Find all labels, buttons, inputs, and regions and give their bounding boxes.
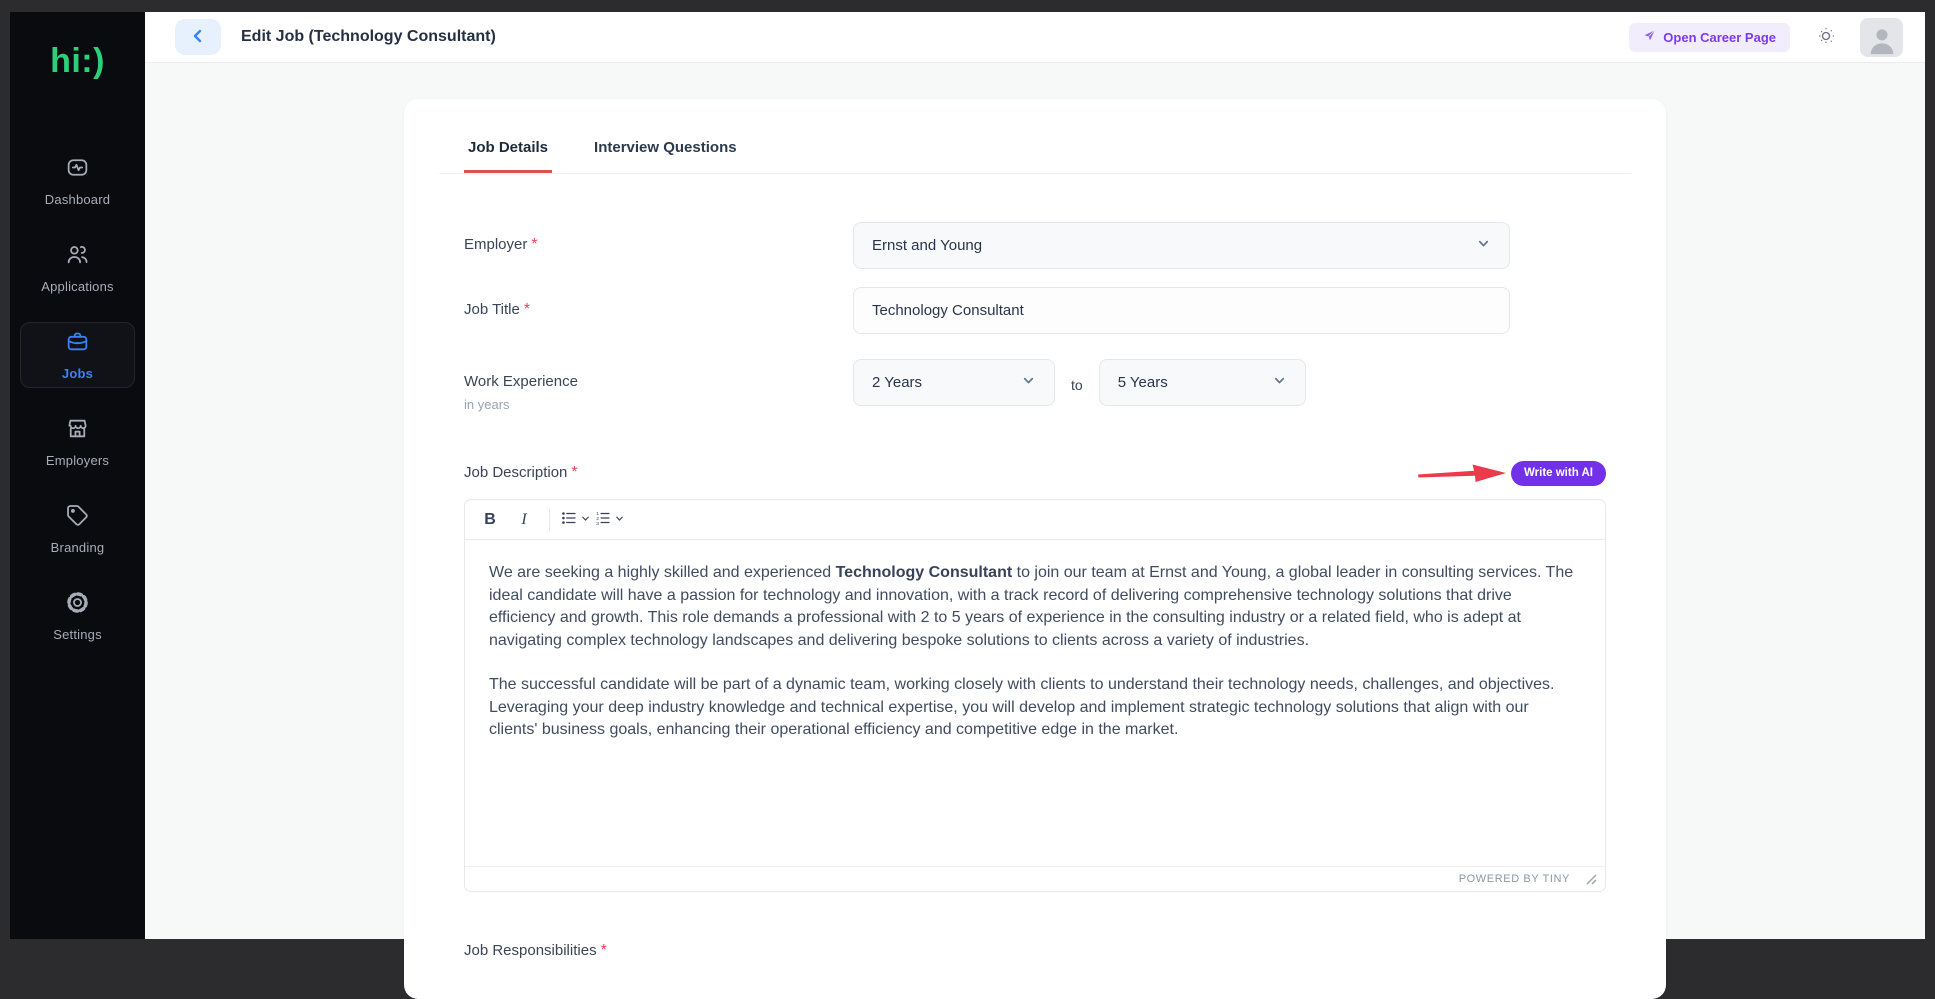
required-asterisk: *	[523, 301, 531, 318]
tag-icon	[65, 503, 90, 533]
chevron-down-icon	[1021, 373, 1036, 392]
experience-from-value: 2 Years	[872, 374, 923, 391]
bold-button[interactable]: B	[473, 505, 507, 535]
chevron-down-icon	[614, 512, 625, 527]
numbered-list-button[interactable]	[592, 505, 626, 535]
chevron-left-icon	[190, 28, 206, 47]
back-button[interactable]	[175, 19, 221, 55]
editor-content[interactable]	[465, 540, 1605, 866]
bullet-list-icon	[560, 509, 578, 530]
editor-toolbar	[465, 500, 1605, 540]
work-experience-label: Work Experience	[464, 373, 578, 390]
sidebar-item-label: Applications	[41, 279, 114, 294]
chevron-down-icon	[1476, 236, 1491, 255]
job-form-card	[404, 99, 1666, 999]
theme-toggle-button[interactable]	[1816, 26, 1836, 49]
users-icon	[65, 242, 90, 272]
sidebar-item-applications[interactable]	[20, 235, 135, 301]
annotation-arrow-icon	[1417, 460, 1507, 486]
sidebar-item-settings[interactable]	[20, 583, 135, 649]
job-description-label: Job Description	[464, 464, 568, 481]
sidebar-item-employers[interactable]	[20, 409, 135, 475]
job-title-input[interactable]	[853, 287, 1510, 334]
briefcase-icon	[65, 329, 90, 359]
chevron-down-icon	[1272, 373, 1287, 392]
gear-icon	[65, 590, 90, 620]
tab-interview-questions[interactable]: Interview Questions	[594, 139, 737, 156]
work-experience-row	[464, 359, 1606, 412]
svg-text:3: 3	[595, 521, 599, 527]
app-frame	[10, 12, 1925, 959]
main-area	[145, 63, 1925, 959]
svg-text:1: 1	[595, 512, 599, 517]
top-bar-actions	[1629, 18, 1903, 57]
employer-row	[464, 222, 1606, 269]
editor-status-bar	[465, 866, 1605, 891]
work-experience-sublabel: in years	[464, 397, 510, 412]
sidebar-item-branding[interactable]	[20, 496, 135, 562]
open-career-page-label: Open Career Page	[1663, 29, 1776, 45]
content-column	[145, 12, 1925, 959]
job-details-form	[464, 174, 1606, 960]
sun-icon	[1816, 26, 1836, 49]
tab-bar	[439, 99, 1631, 174]
sidebar-item-label: Branding	[50, 540, 105, 555]
required-asterisk: *	[531, 236, 538, 253]
sidebar-item-label: Settings	[53, 627, 102, 642]
italic-button[interactable]: I	[507, 505, 541, 535]
chevron-down-icon	[580, 512, 591, 527]
sidebar-nav	[10, 148, 145, 649]
page-title: Edit Job (Technology Consultant)	[241, 28, 496, 45]
description-paragraph-1: We are seeking a highly skilled and experienced Technology Consultant to join our team at Ernst and Young, a global leader in consulting services. The ideal candidate will have a passion for technology and innovation, with a track record of delivering comprehensive technology solutions that drive efficiency and growth. This role demands a professional with 2 to 5 years of experience in the consulting industry or a related field, who is adept at navigating complex technology landscapes and delivering bespoke solutions to clients across a variety of industries.	[489, 564, 1574, 649]
write-with-ai-button[interactable]: Write with AI	[1511, 461, 1606, 486]
resize-handle[interactable]	[1586, 874, 1597, 885]
storefront-icon	[65, 416, 90, 446]
required-asterisk: *	[571, 464, 578, 481]
experience-from-select[interactable]	[853, 359, 1055, 406]
job-responsibilities-row	[464, 942, 1606, 960]
toolbar-divider	[549, 509, 550, 531]
experience-to-value: 5 Years	[1117, 374, 1168, 391]
job-responsibilities-label: Job Responsibilities	[464, 942, 597, 959]
rocket-icon	[1643, 29, 1656, 45]
tab-job-details[interactable]: Job Details	[464, 139, 552, 173]
dashboard-icon	[65, 155, 90, 185]
required-asterisk: *	[600, 942, 607, 959]
to-label: to	[1071, 377, 1083, 393]
employer-select-value: Ernst and Young	[872, 237, 983, 254]
employer-select[interactable]	[853, 222, 1510, 269]
job-title-row	[464, 287, 1606, 334]
sidebar-item-label: Employers	[45, 453, 110, 468]
experience-to-select[interactable]	[1099, 359, 1306, 406]
sidebar-item-dashboard[interactable]	[20, 148, 135, 214]
avatar[interactable]	[1860, 18, 1903, 57]
top-bar	[145, 12, 1925, 63]
open-career-page-button[interactable]	[1629, 23, 1790, 52]
person-icon	[1865, 23, 1899, 57]
app-logo: hi:)	[50, 42, 105, 80]
sidebar-item-jobs[interactable]	[20, 322, 135, 388]
bullet-list-button[interactable]	[558, 505, 592, 535]
employer-label: Employer	[464, 236, 528, 253]
numbered-list-icon	[594, 509, 612, 530]
sidebar-item-label: Jobs	[61, 366, 94, 381]
job-title-label: Job Title	[464, 301, 520, 318]
rich-text-editor	[464, 499, 1606, 892]
powered-by-tiny-label: POWERED BY TINY	[1458, 873, 1570, 885]
sidebar-item-label: Dashboard	[44, 192, 111, 207]
bold-text: Technology Consultant	[835, 564, 1013, 581]
svg-text:2: 2	[595, 516, 599, 522]
sidebar	[10, 12, 145, 939]
description-paragraph-2: The successful candidate will be part of a dynamic team, working closely with clients to understand their technology needs, challenges, and objectives. Leveraging your deep industry knowledge and technical expertise, you will develop and implement strategic technology solutions that align with our clients' business goals, enhancing their operational efficiency and competitive edge in the market.	[489, 676, 1555, 738]
job-description-header	[464, 460, 1606, 486]
